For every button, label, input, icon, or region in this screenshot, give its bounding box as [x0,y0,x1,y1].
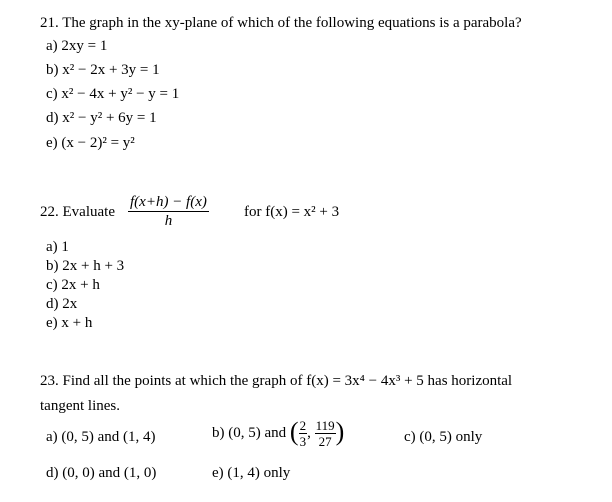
q21-choice-a: a) 2xy = 1 [46,38,108,54]
q22-choice-d: d) 2x [46,296,78,312]
q21-choice-b: b) x² − 2x + 3y = 1 [46,62,160,78]
q21-choice-d: d) x² − y² + 6y = 1 [46,110,157,126]
q23-b-frac1-num: 2 [299,418,307,433]
q21-choice-c: c) x² − 4x + y² − y = 1 [46,86,180,102]
q21-choice-e: e) (x − 2)² = y² [46,135,135,151]
q22-fraction-denominator: h [164,213,173,229]
q22-lead: 22. Evaluate [40,204,115,220]
q22-choice-b: b) 2x + h + 3 [46,258,125,274]
comma: , [307,425,311,441]
q23-b-frac2-den: 27 [318,434,332,449]
q22-fraction-numerator: f(x+h) − f(x) [130,194,207,210]
q22-choice-e: e) x + h [46,315,93,331]
q23-prompt-line-1: 23. Find all the points at which the graph of f(x) = 3x⁴ − 4x³ + 5 has horizontal [40,373,513,389]
q23-b-frac1-den: 3 [299,434,307,449]
q22-fraction [128,193,209,230]
q23-choice-c: c) (0, 5) only [404,429,483,445]
q23-choice-d: d) (0, 0) and (1, 0) [46,465,157,481]
q23-prompt-line-2: tangent lines. [40,398,120,414]
q21-prompt: 21. The graph in the xy-plane of which of the following equations is a parabola? [40,15,522,31]
q23-choice-a: a) (0, 5) and (1, 4) [46,429,156,445]
right-paren: ) [335,416,345,446]
q22-choice-c: c) 2x + h [46,277,100,293]
q23-choice-b [212,418,344,449]
q23-b-frac2-num: 119 [315,418,335,433]
q23-choice-b-prefix: b) (0, 5) and [212,425,287,441]
q23-choice-e: e) (1, 4) only [212,465,291,481]
q22-choice-a: a) 1 [46,239,69,255]
left-paren: ( [289,416,299,446]
q22-tail: for f(x) = x² + 3 [244,204,340,220]
